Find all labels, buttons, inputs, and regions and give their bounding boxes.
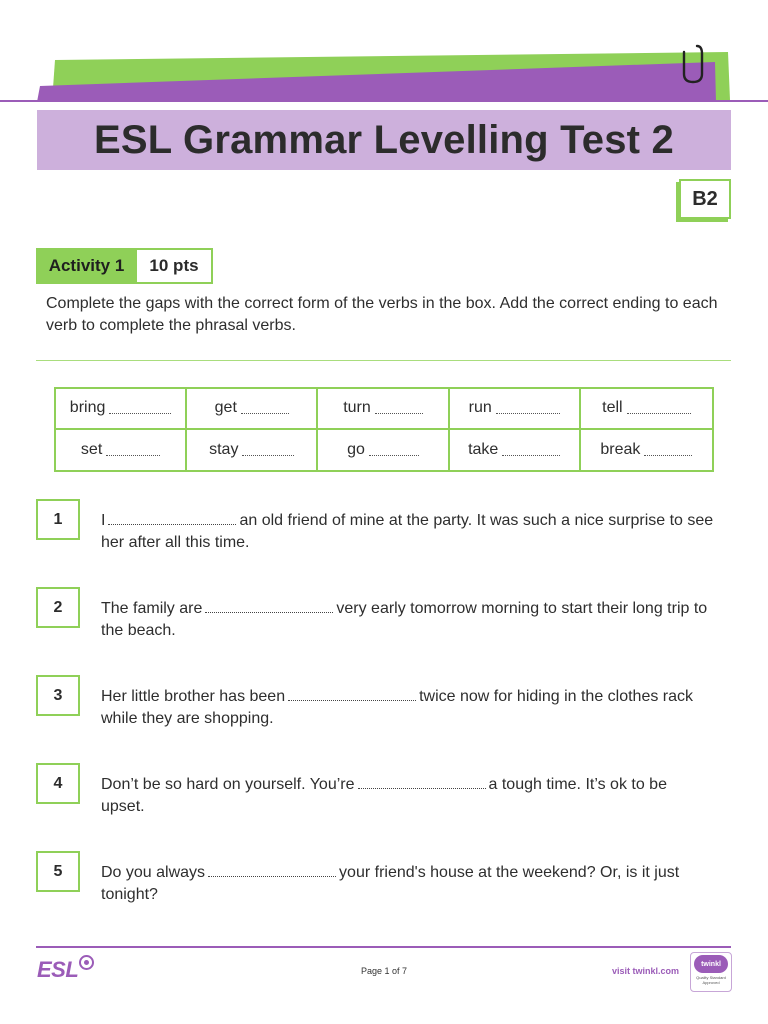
verb-blank[interactable] <box>369 444 419 456</box>
verb-blank[interactable] <box>644 444 692 456</box>
question-text-before: Do you always <box>101 864 206 881</box>
footer-logo-text: ESL <box>37 957 79 982</box>
verb-blank[interactable] <box>109 402 171 414</box>
verb-blank[interactable] <box>242 444 294 456</box>
verb-blank[interactable] <box>502 444 560 456</box>
question-text-before: The family are <box>101 600 203 617</box>
page-number: Page 1 of 7 <box>360 966 408 976</box>
header-banner <box>0 40 768 110</box>
verb-blank[interactable] <box>496 402 560 414</box>
answer-blank[interactable] <box>108 511 236 525</box>
question-text-after: your friend's house at the weekend? Or, is it just tonight? <box>101 864 680 903</box>
verb-blank[interactable] <box>106 444 160 456</box>
question-text-before: Her little brother has been <box>101 688 286 705</box>
footer-divider <box>36 946 731 948</box>
activity-name: Activity 1 <box>36 248 137 284</box>
verb-blank[interactable] <box>241 402 289 414</box>
divider <box>36 360 731 361</box>
question-text <box>101 510 726 554</box>
verb-blank[interactable] <box>627 402 691 414</box>
verb-box <box>54 387 714 472</box>
answer-blank[interactable] <box>208 863 336 877</box>
activity-header <box>36 248 213 284</box>
question-text-before: Don’t be so hard on yourself. You’re <box>101 776 355 793</box>
verb-cell <box>318 389 449 430</box>
verb-cell <box>56 389 187 430</box>
page-title: ESL Grammar Levelling Test 2 <box>94 117 674 162</box>
verb-label: break <box>600 440 641 458</box>
question-text <box>101 862 681 906</box>
verb-label: get <box>214 399 237 417</box>
question-number: 1 <box>36 499 80 540</box>
activity-instructions: Complete the gaps with the correct form of the verbs in the box. Add the correct ending to each verb to complete the phrasal verbs. <box>46 295 718 334</box>
title-banner <box>37 110 731 170</box>
verb-label: bring <box>69 399 106 417</box>
verb-cell <box>581 389 712 430</box>
verb-cell <box>318 430 449 471</box>
footer-logo <box>37 957 94 983</box>
question-text <box>101 774 681 818</box>
twinkl-badge-subtitle: Quality Standard Approved <box>696 975 726 985</box>
activity-points: 10 pts <box>137 248 213 284</box>
question-text-after: twice now for hiding in the clothes rack while they are shopping. <box>101 688 694 727</box>
verb-cell <box>56 430 187 471</box>
question-text-after: very early tomorrow morning to start their long trip to the beach. <box>101 600 708 639</box>
visit-link[interactable]: visit twinkl.com <box>612 966 680 976</box>
question-text-after: an old friend of mine at the party. It was such a nice surprise to see her after all this time. <box>101 512 714 551</box>
verb-blank[interactable] <box>375 402 423 414</box>
verb-cell <box>187 389 318 430</box>
question-text <box>101 686 726 730</box>
verb-label: take <box>468 440 499 458</box>
twinkl-badge-icon <box>690 952 732 992</box>
twinkl-badge-label: twinkl <box>694 955 728 973</box>
verb-cell <box>450 430 581 471</box>
question-number: 2 <box>36 587 80 628</box>
question-text-before: I <box>101 512 106 529</box>
globe-icon <box>79 955 94 970</box>
verb-label: turn <box>343 399 371 417</box>
question-text-after: a tough time. It’s ok to be upset. <box>101 776 667 815</box>
verb-label: run <box>468 399 492 417</box>
level-badge: B2 <box>679 179 731 219</box>
verb-label: set <box>80 440 103 458</box>
verb-cell <box>187 430 318 471</box>
question-text <box>101 598 726 642</box>
question-number: 3 <box>36 675 80 716</box>
question-number: 4 <box>36 763 80 804</box>
verb-label: stay <box>209 440 239 458</box>
verb-cell <box>581 430 712 471</box>
answer-blank[interactable] <box>358 775 486 789</box>
question-number: 5 <box>36 851 80 892</box>
verb-label: tell <box>602 399 623 417</box>
answer-blank[interactable] <box>288 687 416 701</box>
verb-cell <box>450 389 581 430</box>
verb-label: go <box>347 440 365 458</box>
answer-blank[interactable] <box>205 599 333 613</box>
